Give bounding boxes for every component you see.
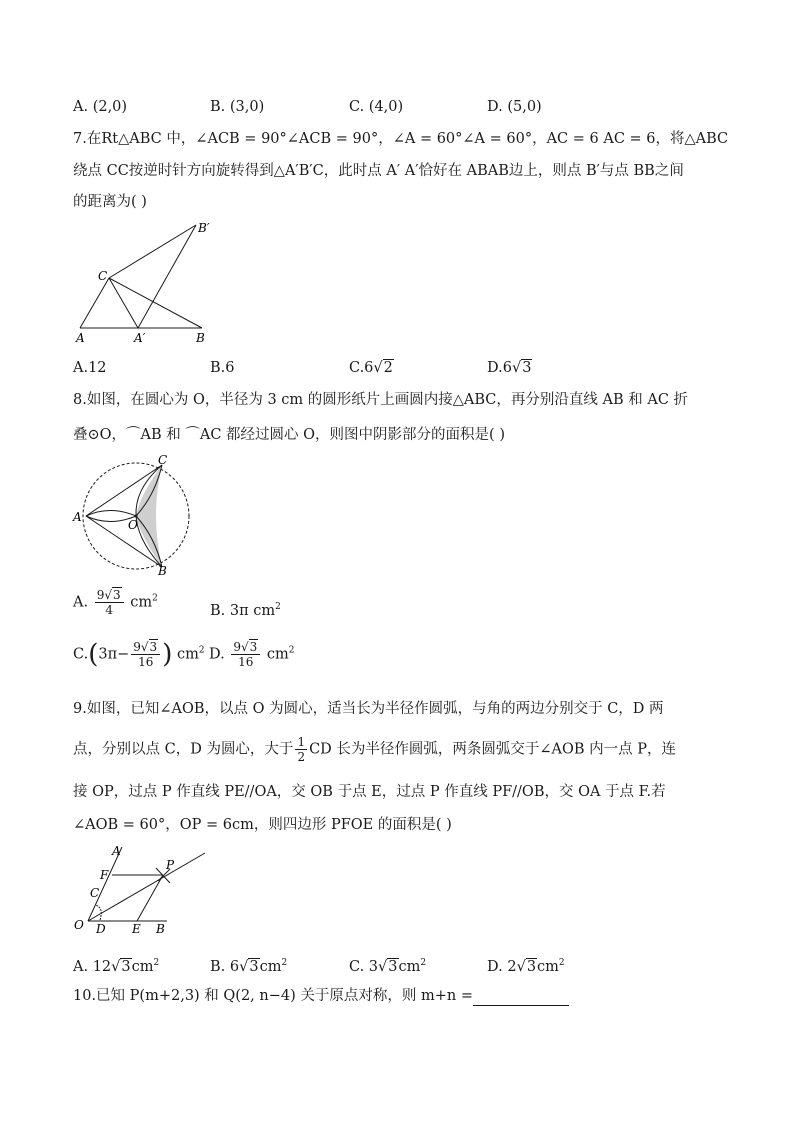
q7-option-d: D.6√3 [487, 360, 532, 376]
q7-stem-line2: 绕点 CC按逆时针方向旋转得到△A′B′C，此时点 A′ A′恰好在 ABAB边上，则点 B′与点 BB之间 [73, 163, 684, 179]
label-b: B [156, 922, 165, 936]
label-b: B [196, 331, 205, 345]
q7-stem-line3: 的距离为( ) [73, 194, 147, 210]
answer-blank[interactable] [473, 991, 569, 1006]
q8-option-d: D. $\frac{9√3}{16}$ $cm^2$ [209, 640, 295, 669]
label-a: A [112, 844, 121, 858]
q9-stem-line2: 点，分别以点 C，D 为圆心，大于 $\frac{1}{2}$ CD 长为半径作圆弧，两条圆弧交于∠AOB 内一点 P，连 [73, 735, 677, 764]
label-o: O [74, 918, 84, 932]
label-d: D [96, 922, 106, 936]
q8-option-b: B. 3π $cm^2$ [210, 602, 281, 619]
q7-option-c: C.6√2 [349, 360, 393, 376]
q8-stem-line1: 8.如图，在圆心为 O，半径为 3 cm 的圆形纸片上画圆内接△ABC，再分别沿直线 AB 和 AC 折 [73, 392, 689, 408]
label-c: C [158, 455, 168, 467]
label-a: A [76, 331, 85, 345]
q7-rotation-figure [72, 220, 222, 345]
q6-option-d: D. (5,0) [487, 99, 542, 115]
label-c: C [98, 269, 108, 283]
q7-stem-line1: 7.在Rt△ABC 中，∠ACB = 90°∠ACB = 90°，∠A = 60°∠A = 60°，AC = 6 AC = 6，将△ABC [73, 131, 729, 147]
label-b: B [158, 564, 167, 575]
q9-option-b: B. $6√3cm^2$ [210, 958, 288, 975]
q8-stem-line2: 叠⊙O，⌒AB 和 ⌒AC 都经过圆心 O，则图中阴影部分的面积是( ) [73, 427, 505, 443]
q8-option-a: A. $\frac{9√3}{4}$ $cm^2$ [73, 588, 158, 617]
label-a: A [73, 510, 82, 524]
q9-stem-line4: ∠AOB = 60°，OP = 6cm，则四边形 PFOE 的面积是( ) [73, 817, 452, 833]
q9-option-c: C. $3√3cm^2$ [349, 958, 427, 975]
q9-stem-line1: 9.如图，已知∠AOB，以点 O 为圆心，适当长为半径作圆弧，与角的两边分别交于 C，D 两 [73, 701, 664, 717]
label-o: O [128, 518, 138, 532]
q8-option-c: C.(3π− $\frac{9√3}{16}$ ) $cm^2$ [73, 639, 205, 670]
q6-option-c: C. (4,0) [349, 99, 404, 115]
q9-option-d: D. $2√3cm^2$ [487, 958, 565, 975]
q9-angle-figure [70, 843, 210, 938]
q9-stem-line3: 接 OP，过点 P 作直线 PE//OA，交 OB 于点 E，过点 P 作直线 PF//OB，交 OA 于点 F.若 [73, 784, 666, 800]
q7-option-b: B.6 [210, 360, 235, 376]
q9-option-a: A. $12√3cm^2$ [73, 958, 160, 975]
label-f: F [100, 868, 109, 882]
q6-option-b: B. (3,0) [210, 99, 265, 115]
label-a-prime: A′ [134, 331, 146, 345]
q10-stem: 10.已知 P(m+2,3) 和 Q(2, n−4) 关于原点对称，则 m+n = [73, 986, 569, 1006]
label-p: P [166, 858, 175, 872]
q8-circle-figure [70, 455, 195, 575]
q7-option-a: A.12 [73, 360, 107, 376]
q6-option-a: A. (2,0) [73, 99, 128, 115]
label-e: E [132, 922, 141, 936]
label-c: C [90, 886, 100, 900]
label-b-prime: B′ [198, 221, 210, 235]
